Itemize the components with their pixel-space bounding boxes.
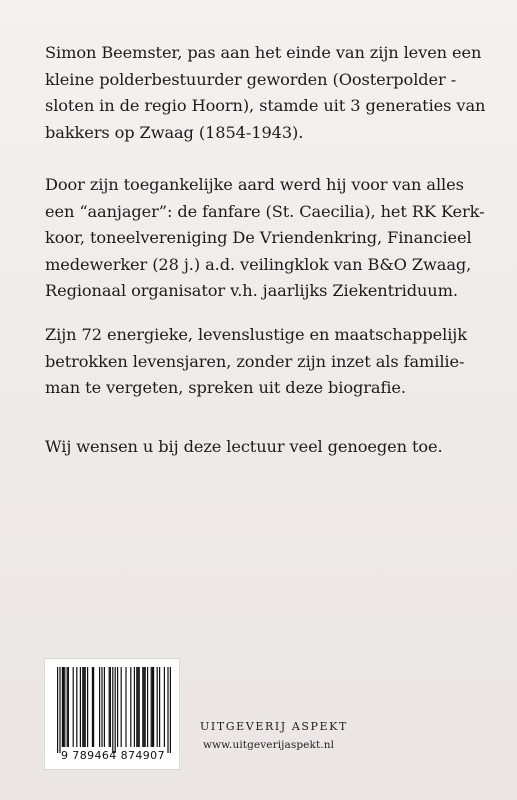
barcode-bar [87,667,88,747]
publisher-website: www.uitgeverijaspekt.nl [203,739,335,751]
barcode-bar [117,667,118,747]
blurb-line: Regionaal organisator v.h. jaarlijks Ziekentriduum. [45,281,458,301]
barcode-bar [104,667,105,747]
isbn-barcode [44,658,180,770]
barcode-bar [139,667,140,747]
barcode-bar [130,667,131,747]
blurb-line: sloten in de regio Hoorn), stamde uit 3 generaties van [45,96,486,116]
barcode-bar [59,667,60,753]
barcode-bar [145,667,146,747]
barcode-bar [68,667,69,747]
publisher-name: UITGEVERIJ ASPEKT [200,720,348,733]
barcode-bar [110,667,111,747]
barcode-bar [142,667,143,747]
barcode-bar [92,667,93,747]
blurb-paragraph-3 [45,322,475,402]
barcode-bar [63,667,64,747]
barcode-bar [112,667,113,753]
barcode-bar [121,667,122,747]
barcode-bar [151,667,152,747]
blurb-line: medewerker (28 j.) a.d. veilingklok van B&O Zwaag, [45,254,472,274]
barcode-bar [152,667,153,747]
blurb-line: man te vergeten, spreken uit deze biografie. [45,378,406,398]
barcode-bar [167,667,168,753]
barcode-bar [62,667,63,747]
barcode-bar [115,667,116,753]
barcode-bar [57,667,58,753]
barcode-bar [73,667,74,747]
blurb-line: Door zijn toegankelijke aard werd hij voor van alles [45,175,464,194]
barcode-bar [143,667,144,747]
barcode-bar [109,667,110,747]
barcode-bar [147,667,148,747]
barcode-bar [93,667,94,747]
blurb-line: koor, toneelvereniging De Vriendenkring, Financieel [45,228,472,248]
blurb-line: een “aanjager”: de fanfare (St. Caecilia), het RK Kerk- [45,201,485,221]
barcode-bar [76,667,77,747]
blurb-line: Simon Beemster, pas aan het einde van zijn leven een [45,43,482,62]
blurb-paragraph-1 [45,40,486,146]
barcode-bar [85,667,86,747]
blurb-line: kleine polderbestuurder geworden (Oosterpolder - [45,69,457,89]
barcode-bar [80,667,81,747]
blurb-line: bakkers op Zwaag (1854-1943). [45,122,304,142]
barcode-bar [159,667,160,747]
blurb-paragraph-4 [45,434,475,461]
blurb-line: Wij wensen u bij deze lectuur veel genoegen toe. [45,437,443,456]
barcode-bar [137,667,138,747]
barcode-bar [67,667,68,747]
isbn-number: 9 789464 874907 [61,749,165,762]
barcode-bar [125,667,126,747]
blurb-paragraph-2 [45,172,485,305]
barcode-bar [153,667,154,747]
barcode-bar [164,667,165,747]
barcode-bar [83,667,84,747]
barcode-bar [101,667,102,747]
barcode-bar [99,667,100,747]
blurb-line: betrokken levensjaren, zonder zijn inzet als familie- [45,351,465,371]
barcode-bar [136,667,137,747]
barcode-bar [157,667,158,747]
barcode-bar [134,667,135,747]
barcode-bar [82,667,83,747]
barcode-bar [170,667,171,753]
barcode-bar [64,667,65,747]
blurb-line: Zijn 72 energieke, levenslustige en maatschappelijk [45,325,467,344]
